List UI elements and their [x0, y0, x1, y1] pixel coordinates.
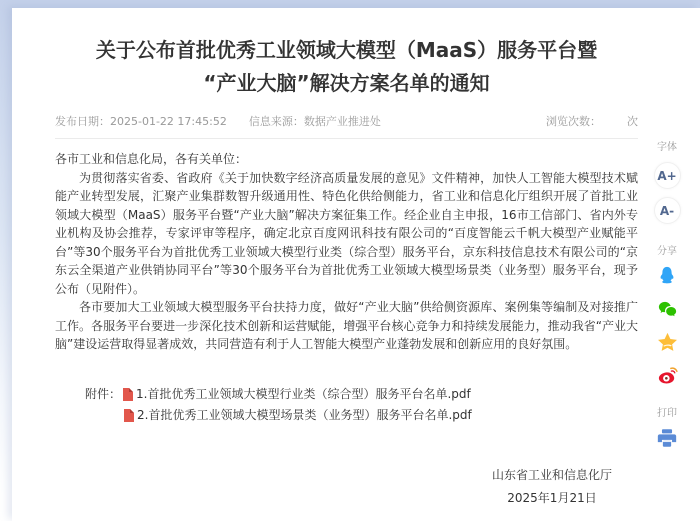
pdf-icon	[122, 388, 133, 401]
share-section	[655, 232, 679, 396]
share-section-label: 分享	[657, 246, 677, 257]
pdf-icon	[123, 409, 134, 422]
info-source: 信息来源：数据产业推进处	[248, 115, 381, 128]
page-title-line2: “产业大脑”解决方案名单的通知	[203, 71, 490, 95]
attachment-link-2[interactable]: 2.首批优秀工业领域大模型场景类（业务型）服务平台名单.pdf	[137, 407, 472, 422]
meta-bar	[55, 113, 638, 129]
salutation: 各市工业和信息化局，各有关单位：	[55, 152, 248, 166]
attachment-row	[85, 384, 638, 405]
wechat-icon[interactable]	[655, 297, 679, 321]
weibo-icon[interactable]	[655, 363, 679, 387]
qq-icon[interactable]	[655, 264, 679, 288]
meta-divider	[55, 138, 638, 139]
page-title	[55, 34, 638, 100]
font-decrease-button[interactable]: A-	[654, 197, 681, 224]
signature-org: 山东省工业和信息化厅	[491, 467, 612, 482]
publish-date: 发布日期：2025-01-22 17:45:52	[55, 115, 227, 128]
paragraph-1: 为贯彻落实省委、省政府《关于加快数字经济高质量发展的意见》文件精神，加快人工智能大模型技术赋能产业转型发展，汇聚产业集群数智升级通用性、特色化供给侧能力，省工业和信息化厅组织开展了首批工业领域大模型（MaaS）服务平台暨“产业大脑”解决方案征集工作。经企业自主申报，16市工信部门、省内外专业机构及协会推荐，专家评审等程序，确定北京百度网讯科技有限公司的“百度智能云千帆大模型产业赋能平台”等30个服务平台为首批优秀工业领域大模型行业类（综合型）服务平台，京东科技信息技术有限公司的“京东云全渠道产业供销协同平台”等30个服务平台为首批优秀工业领域大模型场景类（业务型）服务平台，现予公布（见附件）。	[55, 170, 638, 296]
notice-text	[55, 150, 638, 354]
signature-block	[492, 464, 612, 510]
side-toolbar	[647, 138, 687, 459]
paragraph-2: 各市要加大工业领域大模型服务平台扶持力度，做好“产业大脑”供给侧资源库、案例集等编制及对接推广工作。各服务平台要进一步深化技术创新和运营赋能，增强平台核心竞争力和持续发展能力，推动我省“产业大脑”建设运营取得显著成效，共同营造有利于人工智能大模型产业蓬勃发展和创新应用的良好氛围。	[55, 300, 638, 351]
print-section	[655, 396, 679, 459]
attachments	[85, 384, 638, 426]
attachment-link-1[interactable]: 1.首批优秀工业领域大模型行业类（综合型）服务平台名单.pdf	[136, 386, 471, 401]
notice-page	[12, 8, 700, 521]
print-section-label: 打印	[657, 408, 677, 419]
printer-icon[interactable]	[655, 426, 679, 450]
font-section-label: 字体	[657, 142, 677, 153]
signature-date: 2025年1月21日	[507, 490, 597, 505]
attachment-row	[85, 405, 638, 426]
qzone-icon[interactable]	[655, 330, 679, 354]
attachments-label: 附件：	[85, 386, 122, 401]
view-count: 浏览次数： 次	[546, 115, 638, 128]
document-body	[55, 8, 638, 510]
page-title-line1: 关于公布首批优秀工业领域大模型（MaaS）服务平台暨	[95, 38, 598, 62]
font-increase-button[interactable]: A+	[654, 162, 681, 189]
